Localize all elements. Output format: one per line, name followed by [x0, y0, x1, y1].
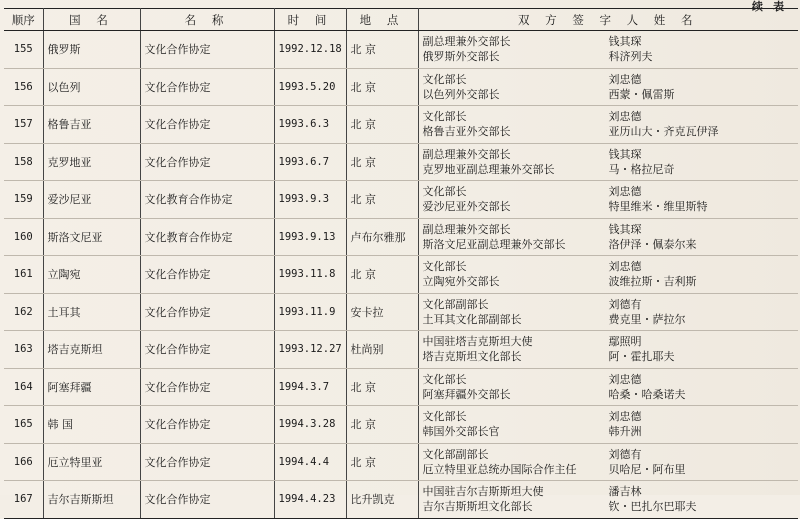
header-date: 时 间: [274, 9, 346, 31]
cell-date: 1993.12.27: [274, 331, 346, 369]
signer-titles: [423, 222, 609, 252]
table-row: [4, 218, 798, 256]
cell-place: 卢布尔雅那: [346, 218, 418, 256]
signer-title-china: 副总理兼外交部长: [422, 35, 511, 49]
signer-title-partner: 爱沙尼亚外交部长: [422, 200, 511, 214]
cell-place: 北 京: [346, 106, 418, 144]
cell-date: 1993.11.8: [274, 256, 346, 294]
table-row: [4, 406, 798, 444]
cell-country: 阿塞拜疆: [43, 368, 140, 406]
signer-names: [609, 147, 759, 177]
signer-name-partner: 韩升洲: [608, 425, 642, 439]
signer-name-china: 刘德有: [608, 447, 642, 461]
cell-date: 1993.9.13: [274, 218, 346, 256]
cell-no: 158: [4, 143, 43, 181]
signer-title-partner: 吉尔吉斯斯坦文化部长: [422, 500, 533, 514]
cell-country: 以色列: [43, 68, 140, 106]
table-row: [4, 443, 798, 481]
signer-name-partner: 亚历山大・齐克瓦伊泽: [608, 125, 719, 139]
cell-signers: [418, 68, 798, 106]
signers-block: [423, 447, 795, 477]
signer-name-partner: 波维拉斯・吉利斯: [608, 275, 697, 289]
signers-block: [423, 297, 795, 327]
cell-signers: [418, 368, 798, 406]
signer-title-china: 副总理兼外交部长: [422, 147, 511, 161]
table-row: [4, 68, 798, 106]
cell-name: 文化合作协定: [140, 406, 274, 444]
signers-block: [423, 372, 795, 402]
cell-country: 吉尔吉斯斯坦: [43, 481, 140, 519]
cell-no: 155: [4, 31, 43, 69]
signer-name-china: 鄢照明: [608, 335, 642, 349]
cell-date: 1993.9.3: [274, 181, 346, 219]
signer-name-china: 刘忠德: [608, 372, 642, 386]
table-row: [4, 31, 798, 69]
cell-country: 俄罗斯: [43, 31, 140, 69]
signer-title-china: 文化部长: [422, 110, 467, 124]
cell-place: 北 京: [346, 256, 418, 294]
signers-block: [423, 34, 795, 64]
signer-name-partner: 洛伊泽・佩泰尔来: [608, 237, 697, 251]
signer-titles: [423, 297, 609, 327]
signer-name-china: 钱其琛: [608, 35, 642, 49]
signer-titles: [423, 334, 609, 364]
cell-no: 160: [4, 218, 43, 256]
signer-title-partner: 以色列外交部长: [422, 87, 500, 101]
cell-no: 156: [4, 68, 43, 106]
signer-name-partner: 阿・霍扎耶夫: [608, 350, 675, 364]
signer-title-china: 文化部长: [422, 72, 467, 86]
signer-name-china: 刘德有: [608, 297, 642, 311]
cell-name: 文化合作协定: [140, 143, 274, 181]
cell-signers: [418, 143, 798, 181]
cell-name: 文化合作协定: [140, 68, 274, 106]
signer-names: [609, 259, 759, 289]
cell-signers: [418, 406, 798, 444]
cell-no: 159: [4, 181, 43, 219]
treaty-table: [4, 8, 798, 519]
cell-name: 文化合作协定: [140, 443, 274, 481]
cell-name: 文化合作协定: [140, 31, 274, 69]
cell-signers: [418, 218, 798, 256]
cell-place: 北 京: [346, 443, 418, 481]
cell-signers: [418, 331, 798, 369]
signer-title-china: 文化部长: [422, 372, 467, 386]
table-row: [4, 106, 798, 144]
signer-titles: [423, 34, 609, 64]
signer-titles: [423, 372, 609, 402]
signer-title-partner: 韩国外交部长官: [422, 425, 500, 439]
table-row: [4, 331, 798, 369]
signers-block: [423, 259, 795, 289]
cell-date: 1993.6.7: [274, 143, 346, 181]
cell-date: 1993.6.3: [274, 106, 346, 144]
cell-place: 比升凯克: [346, 481, 418, 519]
cell-no: 167: [4, 481, 43, 519]
signer-title-partner: 土耳其文化部副部长: [422, 312, 522, 326]
signer-titles: [423, 72, 609, 102]
cell-place: 北 京: [346, 368, 418, 406]
cell-signers: [418, 443, 798, 481]
cell-signers: [418, 481, 798, 519]
cell-place: 北 京: [346, 181, 418, 219]
cell-place: 北 京: [346, 31, 418, 69]
table-row: [4, 481, 798, 519]
signer-name-china: 潘吉林: [608, 485, 642, 499]
signer-names: [609, 372, 759, 402]
cell-name: 文化合作协定: [140, 293, 274, 331]
cell-name: 文化教育合作协定: [140, 218, 274, 256]
cell-country: 立陶宛: [43, 256, 140, 294]
cell-date: 1994.3.7: [274, 368, 346, 406]
cell-name: 文化合作协定: [140, 331, 274, 369]
signer-names: [609, 447, 759, 477]
signer-title-partner: 立陶宛外交部长: [422, 275, 500, 289]
signer-names: [609, 34, 759, 64]
cell-place: 杜尚别: [346, 331, 418, 369]
signer-name-china: 刘忠德: [608, 260, 642, 274]
signer-names: [609, 109, 759, 139]
cell-no: 164: [4, 368, 43, 406]
cell-date: 1994.4.4: [274, 443, 346, 481]
signers-block: [423, 109, 795, 139]
signer-name-china: 刘忠德: [608, 72, 642, 86]
table-row: [4, 256, 798, 294]
signer-title-partner: 格鲁吉亚外交部长: [422, 125, 511, 139]
signers-block: [423, 184, 795, 214]
signer-name-partner: 科济列夫: [608, 50, 653, 64]
signer-title-china: 文化部长: [422, 410, 467, 424]
cell-signers: [418, 256, 798, 294]
cell-date: 1992.12.18: [274, 31, 346, 69]
cell-date: 1994.3.28: [274, 406, 346, 444]
signer-titles: [423, 184, 609, 214]
table-row: [4, 368, 798, 406]
cell-signers: [418, 31, 798, 69]
signer-names: [609, 72, 759, 102]
header-country: 国 名: [43, 9, 140, 31]
cell-name: 文化合作协定: [140, 481, 274, 519]
signer-name-partner: 西蒙・佩雷斯: [608, 87, 675, 101]
cell-country: 格鲁吉亚: [43, 106, 140, 144]
cell-date: 1993.11.9: [274, 293, 346, 331]
cell-country: 塔吉克斯坦: [43, 331, 140, 369]
cell-name: 文化合作协定: [140, 368, 274, 406]
table-row: [4, 181, 798, 219]
header-no: 顺序: [4, 9, 43, 31]
header-place: 地 点: [346, 9, 418, 31]
signer-names: [609, 297, 759, 327]
cell-country: 爱沙尼亚: [43, 181, 140, 219]
signers-block: [423, 147, 795, 177]
signer-names: [609, 334, 759, 364]
cell-no: 163: [4, 331, 43, 369]
signer-name-partner: 特里维米・维里斯特: [608, 200, 708, 214]
table-row: [4, 143, 798, 181]
signer-title-partner: 克罗地亚副总理兼外交部长: [422, 162, 555, 176]
signer-title-partner: 塔吉克斯坦文化部长: [422, 350, 522, 364]
cell-signers: [418, 181, 798, 219]
signer-titles: [423, 447, 609, 477]
signer-titles: [423, 259, 609, 289]
cell-date: 1994.4.23: [274, 481, 346, 519]
cell-name: 文化教育合作协定: [140, 181, 274, 219]
cell-country: 厄立特里亚: [43, 443, 140, 481]
signer-name-partner: 钦・巴扎尔巴耶夫: [608, 500, 697, 514]
signers-block: [423, 72, 795, 102]
signer-titles: [423, 409, 609, 439]
signer-titles: [423, 147, 609, 177]
cell-place: 安卡拉: [346, 293, 418, 331]
signer-name-partner: 贝哈尼・阿布里: [608, 462, 686, 476]
signer-title-partner: 厄立特里亚总统办国际合作主任: [422, 462, 577, 476]
signer-name-china: 钱其琛: [608, 147, 642, 161]
signer-names: [609, 409, 759, 439]
cell-no: 162: [4, 293, 43, 331]
table-row: [4, 293, 798, 331]
cell-name: 文化合作协定: [140, 256, 274, 294]
signer-names: [609, 222, 759, 252]
cell-name: 文化合作协定: [140, 106, 274, 144]
cell-place: 北 京: [346, 68, 418, 106]
signers-block: [423, 334, 795, 364]
signer-title-china: 文化部副部长: [422, 447, 489, 461]
cell-place: 北 京: [346, 143, 418, 181]
header-name: 名 称: [140, 9, 274, 31]
signer-names: [609, 184, 759, 214]
cell-signers: [418, 293, 798, 331]
table-header-row: [4, 9, 798, 31]
signer-name-partner: 哈桑・哈桑诺夫: [608, 387, 686, 401]
signers-block: [423, 222, 795, 252]
signer-title-partner: 俄罗斯外交部长: [422, 50, 500, 64]
signer-title-china: 副总理兼外交部长: [422, 222, 511, 236]
signer-name-china: 钱其琛: [608, 222, 642, 236]
signer-title-china: 文化部长: [422, 260, 467, 274]
cell-place: 北 京: [346, 406, 418, 444]
cell-country: 克罗地亚: [43, 143, 140, 181]
cell-no: 161: [4, 256, 43, 294]
signer-title-china: 文化部副部长: [422, 297, 489, 311]
signers-block: [423, 484, 795, 514]
signer-title-china: 文化部长: [422, 185, 467, 199]
signer-title-china: 中国驻塔吉克斯坦大使: [422, 335, 533, 349]
signer-name-china: 刘忠德: [608, 410, 642, 424]
signer-titles: [423, 109, 609, 139]
cell-no: 165: [4, 406, 43, 444]
signer-title-partner: 阿塞拜疆外交部长: [422, 387, 511, 401]
signer-titles: [423, 484, 609, 514]
signer-name-partner: 马・格拉尼奇: [608, 162, 675, 176]
cell-country: 土耳其: [43, 293, 140, 331]
cell-country: 斯洛文尼亚: [43, 218, 140, 256]
table-body: [4, 31, 798, 519]
continued-label: 续表: [752, 0, 794, 13]
signers-block: [423, 409, 795, 439]
cell-date: 1993.5.20: [274, 68, 346, 106]
signer-names: [609, 484, 759, 514]
signer-title-china: 中国驻吉尔吉斯斯坦大使: [422, 485, 544, 499]
cell-country: 韩 国: [43, 406, 140, 444]
signer-name-partner: 费克里・萨拉尔: [608, 312, 686, 326]
cell-no: 157: [4, 106, 43, 144]
header-signers: 双 方 签 字 人 姓 名: [418, 9, 798, 31]
cell-signers: [418, 106, 798, 144]
signer-title-partner: 斯洛文尼亚副总理兼外交部长: [422, 237, 566, 251]
signer-name-china: 刘忠德: [608, 185, 642, 199]
signer-name-china: 刘忠德: [608, 110, 642, 124]
cell-no: 166: [4, 443, 43, 481]
